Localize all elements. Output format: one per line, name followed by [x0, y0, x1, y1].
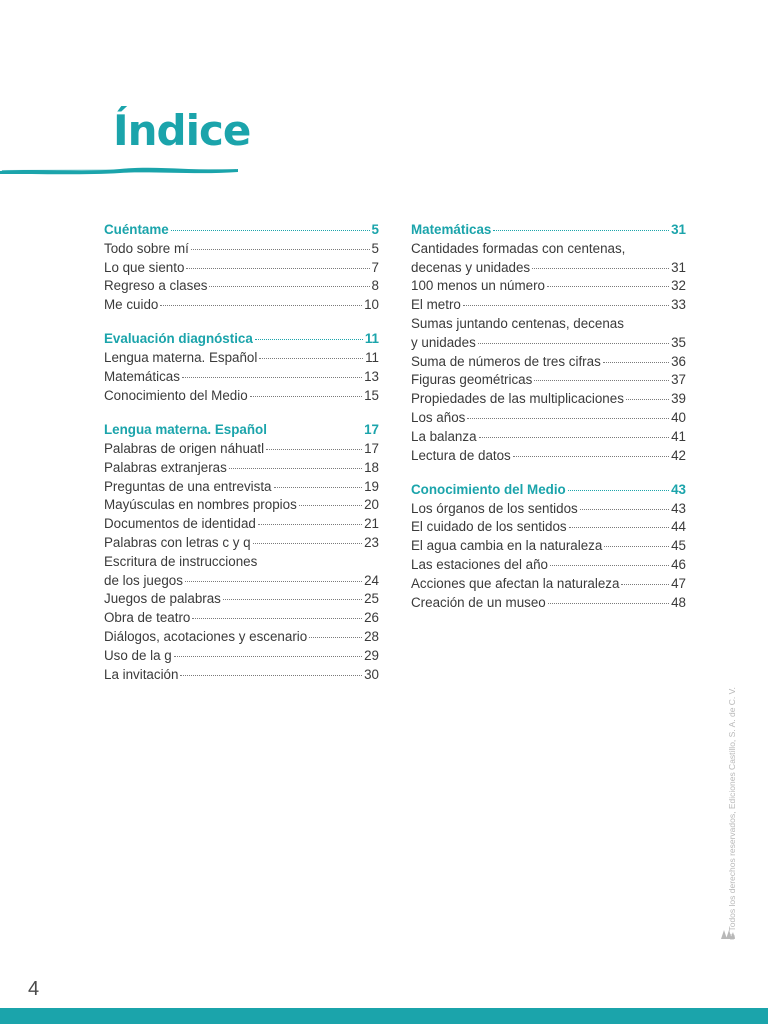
page-ref: 46: [671, 557, 686, 573]
page-ref: 25: [364, 591, 379, 607]
entry-title-line: Cantidades formadas con centenas,: [411, 240, 626, 256]
toc-entry: [104, 572, 379, 591]
entry-title: Todo sobre mí: [104, 240, 189, 256]
entry-title: Matemáticas: [104, 369, 180, 385]
dot-leader: [274, 487, 363, 488]
toc-entry: [104, 478, 379, 497]
dot-leader: [209, 286, 369, 287]
dot-leader: [604, 546, 669, 547]
toc-entry: [411, 575, 686, 594]
dot-leader: [186, 268, 369, 269]
toc-entry: [104, 277, 379, 296]
entry-title: Creación de un museo: [411, 594, 546, 610]
page-ref: 28: [364, 628, 379, 644]
page-ref: 31: [671, 222, 686, 237]
page-ref: 42: [671, 447, 686, 463]
entry-title: de los juegos: [104, 572, 183, 588]
toc-entry: [104, 496, 379, 515]
dot-leader: [309, 637, 362, 638]
page-ref: 23: [364, 534, 379, 550]
dot-leader: [568, 490, 669, 491]
page-ref: 10: [364, 297, 379, 313]
toc-section-heading: [411, 221, 686, 240]
toc-entry: [411, 409, 686, 428]
page-ref: 41: [671, 428, 686, 444]
copyright-notice: © Todos los derechos reservados, Ediciones Castillo, S. A. de C. V.: [727, 687, 737, 940]
entry-title: decenas y unidades: [411, 259, 531, 275]
section-title: Lengua materna. Español: [104, 422, 267, 438]
toc-entry: [104, 459, 379, 478]
entry-title: Palabras de origen náhuatl: [104, 440, 265, 456]
page-ref: 39: [671, 391, 686, 407]
entry-title: Suma de números de tres cifras: [411, 353, 601, 369]
dot-leader: [621, 584, 669, 585]
entry-title: Mayúsculas en nombres propios: [104, 497, 297, 513]
entry-title: La invitación: [104, 666, 179, 682]
entry-title: Los órganos de los sentidos: [411, 500, 578, 516]
toc-entry: [411, 428, 686, 447]
dot-leader: [532, 268, 669, 269]
page-number: 4: [28, 978, 40, 1000]
entry-title: Palabras extranjeras: [104, 459, 227, 475]
brush-stroke-divider: [0, 160, 240, 180]
page-ref: 31: [671, 259, 686, 275]
toc-entry: [104, 368, 379, 387]
dot-leader: [191, 249, 370, 250]
toc-entry: [104, 387, 379, 406]
dot-leader: [534, 380, 669, 381]
page-ref: 13: [364, 369, 379, 385]
page-ref: 36: [671, 353, 686, 369]
page-ref: 43: [671, 481, 686, 497]
page-ref: 26: [364, 610, 379, 626]
toc-entry: [411, 556, 686, 575]
page-ref: 37: [671, 372, 686, 388]
entry-title: Lo que siento: [104, 259, 185, 275]
entry-title: Obra de teatro: [104, 610, 191, 626]
toc-entry: [411, 447, 686, 466]
page-title: Índice: [113, 106, 251, 155]
toc-entry: [104, 647, 379, 666]
entry-title-line: Sumas juntando centenas, decenas: [411, 315, 624, 331]
entry-title: El cuidado de los sentidos: [411, 519, 567, 535]
dot-leader: [174, 656, 362, 657]
page-ref: 5: [371, 222, 379, 237]
entry-title: Preguntas de una entrevista: [104, 478, 272, 494]
dot-leader: [258, 524, 362, 525]
toc-entry: [411, 334, 686, 353]
toc-entry: [411, 390, 686, 409]
dot-leader: [266, 449, 362, 450]
entry-title: La balanza: [411, 428, 477, 444]
page-ref: 20: [364, 497, 379, 513]
toc-section: [104, 221, 379, 315]
section-title: Matemáticas: [411, 222, 492, 237]
toc-section: [104, 421, 379, 684]
dot-leader: [223, 599, 362, 600]
dot-leader: [255, 339, 363, 340]
entry-title: Uso de la g: [104, 647, 172, 663]
toc-entry: [104, 628, 379, 647]
toc-section-heading: [104, 221, 379, 240]
entry-title: Propiedades de las multiplicaciones: [411, 391, 624, 407]
toc-entry: [411, 500, 686, 519]
page-ref: 5: [371, 240, 379, 256]
dot-leader: [626, 399, 669, 400]
toc-entry: [104, 240, 379, 259]
toc-right-column: [411, 221, 686, 628]
dot-leader: [182, 377, 362, 378]
entry-title: Juegos de palabras: [104, 591, 221, 607]
section-title: Conocimiento del Medio: [411, 481, 566, 497]
toc-section-heading: [411, 481, 686, 500]
toc-entry: [411, 259, 686, 278]
toc-entry: [411, 594, 686, 613]
entry-title: Me cuido: [104, 297, 159, 313]
dot-leader: [269, 430, 362, 431]
entry-title: Palabras con letras c y q: [104, 534, 251, 550]
dot-leader: [463, 305, 669, 306]
dot-leader: [259, 358, 363, 359]
toc-entry: [104, 666, 379, 685]
page-ref: 17: [364, 422, 379, 438]
dot-leader: [192, 618, 362, 619]
entry-title: Regreso a clases: [104, 278, 208, 294]
section-title: Cuéntame: [104, 222, 169, 237]
page-ref: 8: [371, 278, 379, 294]
dot-leader: [548, 603, 669, 604]
dot-leader: [493, 230, 669, 231]
page-ref: 30: [364, 666, 379, 682]
dot-leader: [250, 396, 362, 397]
dot-leader: [160, 305, 362, 306]
page-ref: 11: [365, 350, 379, 366]
page-ref: 32: [671, 278, 686, 294]
page-ref: 43: [671, 500, 686, 516]
dot-leader: [603, 362, 669, 363]
page-ref: 17: [364, 440, 379, 456]
toc-entry: [104, 515, 379, 534]
entry-title: Figuras geométricas: [411, 372, 533, 388]
bottom-accent-bar: [0, 1008, 768, 1024]
entry-title: Lengua materna. Español: [104, 350, 258, 366]
toc-section-heading: [104, 330, 379, 349]
page-ref: 45: [671, 538, 686, 554]
toc-entry: [411, 537, 686, 556]
entry-title: Las estaciones del año: [411, 557, 548, 573]
entry-title-line: Escritura de instrucciones: [104, 553, 258, 569]
entry-title: El metro: [411, 297, 461, 313]
dot-leader: [229, 468, 362, 469]
page-ref: 15: [364, 387, 379, 403]
dot-leader: [478, 343, 669, 344]
page-ref: 35: [671, 334, 686, 350]
dot-leader: [253, 543, 362, 544]
page-ref: 21: [364, 516, 379, 532]
toc-section: [104, 330, 379, 405]
toc-section: [411, 481, 686, 613]
entry-title: El agua cambia en la naturaleza: [411, 538, 603, 554]
dot-leader: [185, 581, 362, 582]
toc-section: [411, 221, 686, 465]
page-ref: 48: [671, 594, 686, 610]
toc-entry: [104, 590, 379, 609]
dot-leader: [171, 230, 370, 231]
page-ref: 18: [364, 459, 379, 475]
dot-leader: [550, 565, 669, 566]
page-ref: 29: [364, 647, 379, 663]
toc-entry: [104, 296, 379, 315]
page-ref: 19: [364, 478, 379, 494]
toc-entry: [411, 353, 686, 372]
dot-leader: [180, 675, 362, 676]
page-ref: 33: [671, 297, 686, 313]
toc-entry: [104, 440, 379, 459]
toc-entry: [104, 349, 379, 368]
toc-entry: [104, 609, 379, 628]
entry-title: 100 menos un número: [411, 278, 545, 294]
entry-title: Conocimiento del Medio: [104, 387, 248, 403]
entry-title: Diálogos, acotaciones y escenario: [104, 628, 308, 644]
entry-title: y unidades: [411, 334, 476, 350]
entry-title: Acciones que afectan la naturaleza: [411, 575, 620, 591]
dot-leader: [467, 418, 669, 419]
toc-entry: [104, 534, 379, 553]
page-ref: 40: [671, 409, 686, 425]
entry-title: Lectura de datos: [411, 447, 511, 463]
entry-title: Documentos de identidad: [104, 516, 256, 532]
toc-entry: [411, 371, 686, 390]
section-title: Evaluación diagnóstica: [104, 331, 253, 347]
dot-leader: [479, 437, 670, 438]
dot-leader: [580, 509, 669, 510]
toc-entry: [411, 518, 686, 537]
page-ref: 47: [671, 575, 686, 591]
toc-entry: [411, 277, 686, 296]
dot-leader: [547, 286, 669, 287]
page-ref: 44: [671, 519, 686, 535]
toc-left-column: [104, 221, 379, 700]
dot-leader: [299, 505, 362, 506]
entry-title: Los años: [411, 409, 466, 425]
toc-entry: [104, 259, 379, 278]
page-ref: 7: [371, 259, 379, 275]
page-ref: 11: [364, 331, 379, 347]
page-ref: 24: [364, 572, 379, 588]
dot-leader: [569, 527, 670, 528]
toc-section-heading: [104, 421, 379, 440]
dot-leader: [513, 456, 669, 457]
toc-entry: [411, 296, 686, 315]
